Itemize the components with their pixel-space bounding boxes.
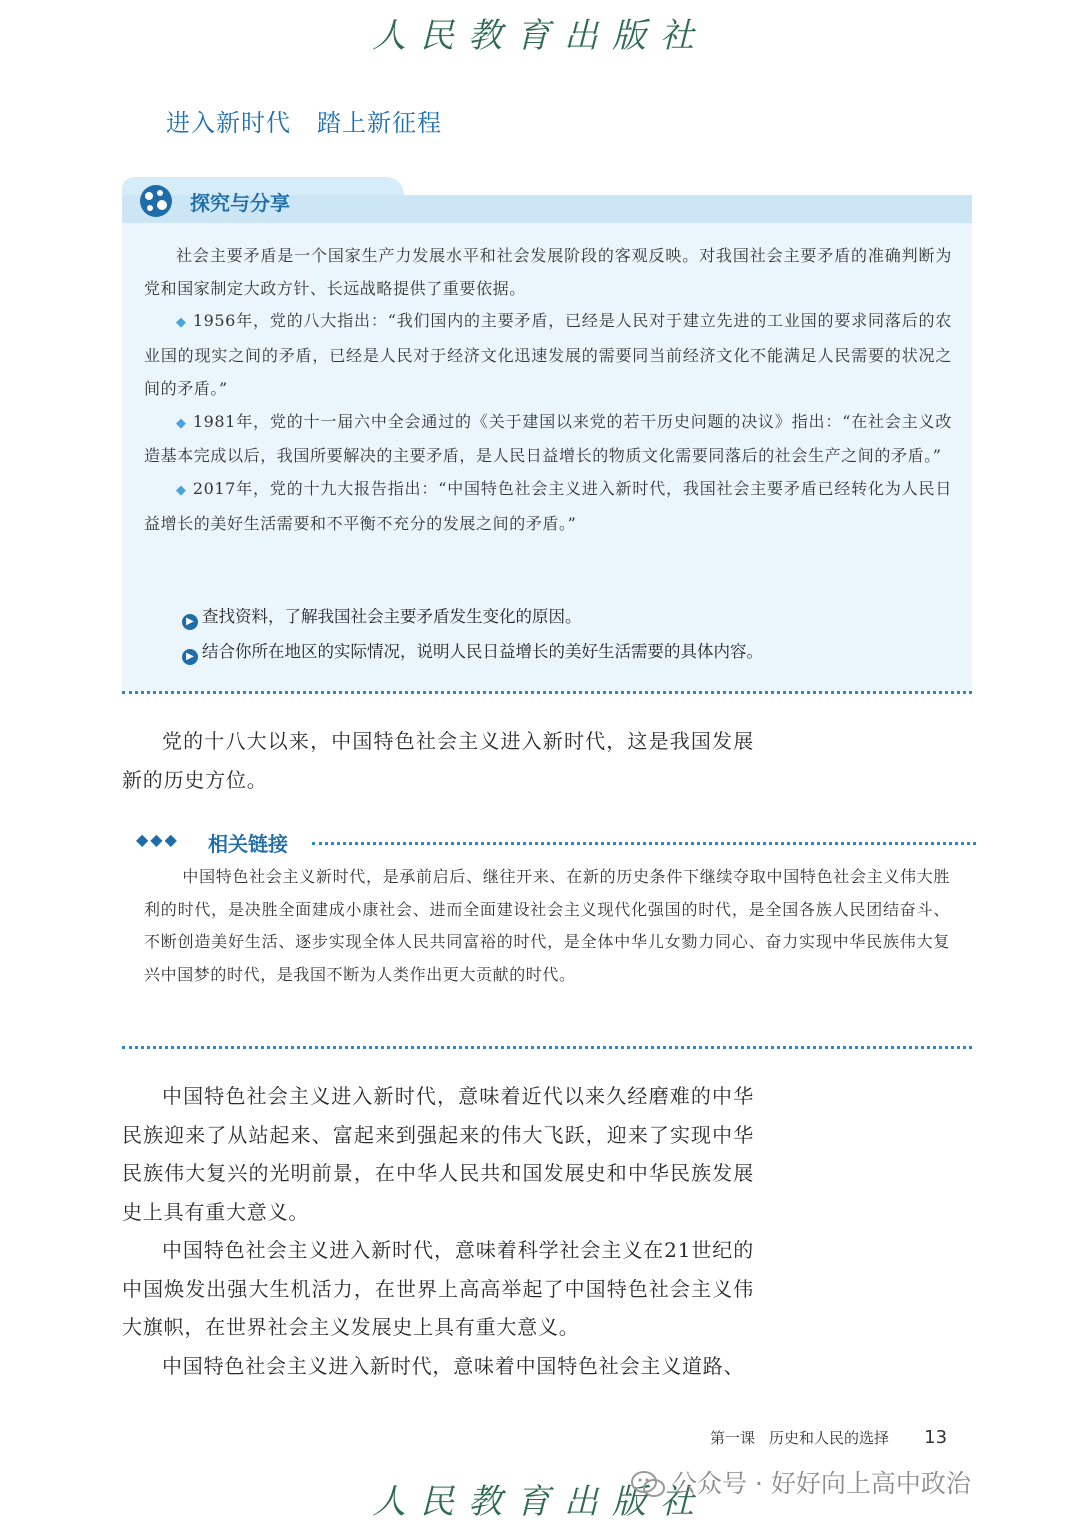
wechat-icon (630, 1470, 666, 1498)
inquiry-bullet: ◆ 2017年，党的十九大报告指出：“中国特色社会主义进入新时代，我国社会主要矛盾已经转化为人民日益增长的美好生活需要和不平衡不充分的发展之间的矛盾。” (144, 478, 952, 533)
inquiry-questions (182, 599, 763, 669)
inquiry-box (122, 177, 972, 693)
body-paragraphs (122, 1077, 754, 1385)
footer-lesson: 第一课 历史和人民的选择 (710, 1429, 890, 1447)
section-title-part1: 进入新时代 (166, 109, 291, 137)
body-paragraph: 中国特色社会主义进入新时代，意味着近代以来久经磨难的中华民族迎来了从站起来、富起来到强起来的伟大飞跃，迎来了实现中华民族伟大复兴的光明前景，在中华人民共和国发展史和中华民族发展史上具有重大意义。 (122, 1084, 754, 1224)
related-link-header (136, 826, 976, 858)
inquiry-bottom-border (122, 691, 972, 694)
publisher-logo-top: 人民教育出版社 (372, 16, 708, 56)
inquiry-intro: 社会主要矛盾是一个国家生产力发展水平和社会发展阶段的客观反映。对我国社会主要矛盾的准确判断为党和国家制定大政方针、长远战略提供了重要依据。 (144, 246, 952, 298)
section-title-part2: 踏上新征程 (317, 109, 442, 137)
body-paragraph: 中国特色社会主义进入新时代，意味着科学社会主义在21世纪的中国焕发出强大生机活力，在世界上高高举起了中国特色社会主义伟大旗帜，在世界社会主义发展史上具有重大意义。 (122, 1238, 754, 1339)
inquiry-text (144, 240, 952, 540)
diamond-bullet-icon: ◆ (176, 415, 187, 431)
para-new-era: 党的十八大以来，中国特色社会主义进入新时代，这是我国发展新的历史方位。 (122, 729, 754, 792)
dotted-divider (312, 842, 976, 845)
page-footer (710, 1427, 947, 1448)
inquiry-icon (138, 183, 174, 219)
publisher-logo-bottom: 人民教育出版社 (372, 1482, 708, 1522)
diamonds-icon: ◆◆◆ (136, 830, 179, 849)
arrow-right-icon: ▶ (182, 649, 198, 665)
inquiry-bullet: ◆ 1956年，党的八大指出：“我们国内的主要矛盾，已经是人民对于建立先进的工业国的要求同落后的农业国的现实之间的矛盾，已经是人民对于经济文化迅速发展的需要同当前经济文化不能满足人民需要的状况之间的矛盾。” (144, 311, 952, 398)
related-link-bottom-border (122, 1046, 972, 1049)
page-number: 13 (924, 1427, 948, 1448)
wechat-watermark: 公众号 · 好好向上高中政治 (630, 1464, 971, 1500)
section-title (166, 103, 442, 138)
body-paragraph: 中国特色社会主义进入新时代，意味着中国特色社会主义道路、 (162, 1353, 745, 1378)
question-item: ▶ 查找资料，了解我国社会主要矛盾发生变化的原因。 (182, 599, 763, 634)
arrow-right-icon: ▶ (182, 614, 198, 630)
related-link-label: 相关链接 (208, 832, 288, 856)
question-item: ▶ 结合你所在地区的实际情况，说明人民日益增长的美好生活需要的具体内容。 (182, 634, 763, 669)
inquiry-heading: 探究与分享 (190, 191, 290, 215)
diamond-bullet-icon: ◆ (176, 482, 187, 498)
related-link-text: 中国特色社会主义新时代，是承前启后、继往开来、在新的历史条件下继续夺取中国特色社会主义伟大胜利的时代，是决胜全面建成小康社会、进而全面建设社会主义现代化强国的时代，是全国各族人民团结奋斗、不断创造美好生活、逐步实现全体人民共同富裕的时代，是全体中华儿女勠力同心、奋力实现中华民族伟大复兴中国梦的时代，是我国不断为人类作出更大贡献的时代。 (144, 867, 950, 985)
diamond-bullet-icon: ◆ (176, 315, 187, 331)
inquiry-bullet: ◆ 1981年，党的十一届六中全会通过的《关于建国以来党的若干历史问题的决议》指出：“在社会主义改造基本完成以后，我国所要解决的主要矛盾，是人民日益增长的物质文化需要同落后的社会生产之间的矛盾。” (144, 411, 952, 466)
